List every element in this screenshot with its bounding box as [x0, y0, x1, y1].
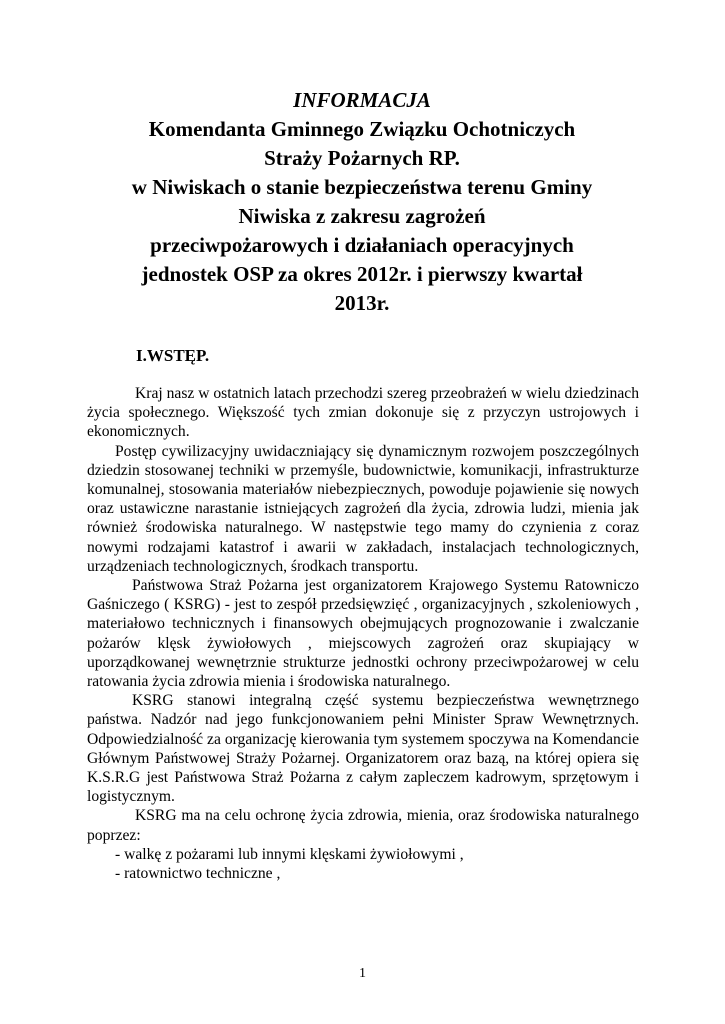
paragraph: Postęp cywilizacyjny uwidaczniający się dynamicznym rozwojem poszczególnych dziedzin stosowanej techniki w przemyśle, budownictwie, komunikacji, infrastrukturze komunalnej, stosowania materiałów niebezpiecznych, powoduje pojawienie się nowych oraz ustawiczne narastanie istniejących zagrożeń dla życia, zdrowia ludzi, mienia jak również środowiska naturalnego. W następstwie tego mamy do czynienia z coraz nowymi rodzajami katastrof i awarii w zakładach, instalacjach technologicznych, urządzeniach technologicznych, środkach transportu.: [87, 442, 639, 575]
header-line: 2013r.: [334, 291, 390, 315]
header-line: Komendanta Gminnego Związku Ochotniczych: [148, 117, 576, 141]
page-number: 1: [359, 966, 366, 981]
document-header: [86, 86, 638, 318]
section-heading: I.WSTĘP.: [136, 346, 210, 365]
document-title: INFORMACJA: [293, 88, 431, 112]
list-item: - ratownictwo techniczne ,: [115, 865, 281, 883]
header-line: przeciwpożarowych i działaniach operacyjnych: [150, 233, 574, 257]
header-line: jednostek OSP za okres 2012r. i pierwszy kwartał: [141, 262, 583, 286]
paragraph: Kraj nasz w ostatnich latach przechodzi szereg przeobrażeń w wielu dziedzinach życia społecznego. Większość tych zmian dokonuje się z przyczyn ustrojowych i ekonomicznych.: [87, 385, 639, 441]
header-line: Straży Pożarnych RP.: [264, 146, 460, 170]
bullet-list: [87, 845, 639, 883]
paragraph: Państwowa Straż Pożarna jest organizatorem Krajowego Systemu Ratowniczo Gaśniczego ( KSRG) - jest to zespół przedsięwzięć , organizacyjnych , szkoleniowych , materiałowo technicznych i finansowych obejmujących prognozowanie i zwalczanie pożarów klęsk żywiołowych , miejscowych zagrożeń oraz skupiający w uporządkowanej wewnętrznie strukturze jednostki ochrony przeciwpożarowej w celu ratowania życia zdrowia mienia i środowiska naturalnego.: [87, 577, 639, 691]
list-item: - walkę z pożarami lub innymi klęskami żywiołowymi ,: [115, 845, 464, 863]
paragraph: KSRG ma na celu ochronę życia zdrowia, mienia, oraz środowiska naturalnego poprzez:: [87, 807, 639, 844]
body-text: [87, 384, 639, 883]
header-line: Niwiska z zakresu zagrożeń: [238, 204, 486, 228]
paragraph: KSRG stanowi integralną część systemu bezpieczeństwa wewnętrznego państwa. Nadzór nad jego funkcjonowaniem pełni Minister Spraw Wewnętrznych. Odpowiedzialność za organizację kierowania tym systemem spoczywa na Komendancie Głównym Państwowej Straży Pożarnej. Organizatorem oraz bazą, na której opiera się K.S.R.G jest Państwowa Straż Pożarna z całym zapleczem kadrowym, sprzętowym i logistycznym.: [87, 692, 639, 806]
header-line: w Niwiskach o stanie bezpieczeństwa terenu Gminy: [131, 175, 593, 199]
